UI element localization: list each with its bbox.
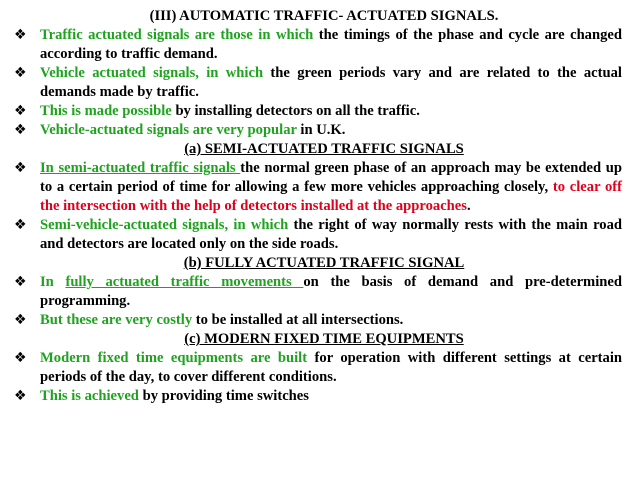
- green-underlined-text: fully actuated traffic movements: [65, 274, 304, 290]
- section-heading-modern-fixed-time: (c) MODERN FIXED TIME EQUIPMENTS: [184, 331, 464, 347]
- text: .: [466, 198, 471, 214]
- green-text: In: [40, 274, 66, 290]
- green-text: Traffic actuated signals are those in which: [40, 27, 314, 43]
- diamond-bullet-icon: ❖: [14, 312, 27, 328]
- text: timings of the phase and cycle are changed according to traffic demand.: [40, 27, 622, 62]
- text: ,: [544, 179, 553, 195]
- green-text: This is achieved: [40, 388, 139, 404]
- bullet-fully-actuated: [14, 273, 622, 311]
- text: for: [307, 350, 341, 366]
- diamond-bullet-icon: ❖: [14, 122, 27, 138]
- text: on the basis of demand and pre-determined programming.: [40, 274, 622, 309]
- green-text: Vehicle-actuated signals are very popular: [40, 122, 297, 138]
- bullet-semi-actuated: [14, 159, 622, 216]
- slide-title: (III) AUTOMATIC TRAFFIC- ACTUATED SIGNALS.: [149, 8, 499, 24]
- red-text: to clear off the intersection with the help of detectors installed at the approaches: [40, 179, 623, 214]
- diamond-bullet-icon: ❖: [14, 103, 27, 119]
- diamond-bullet-icon: ❖: [14, 160, 27, 176]
- bullet-time-switches: [14, 387, 622, 406]
- green-text: Modern fixed time equipments are built: [40, 350, 308, 366]
- text: the normal green phase of an approach may be extended up to a certain period of time for allowing a few more vehicles approaching closely: [40, 160, 623, 195]
- bullet-vehicle-actuated: [14, 64, 622, 102]
- text: by: [138, 388, 162, 404]
- diamond-bullet-icon: ❖: [14, 27, 27, 43]
- section-heading-semi-actuated: (a) SEMI-ACTUATED TRAFFIC SIGNALS: [184, 141, 464, 157]
- bullet-popular-uk: [14, 121, 622, 140]
- text: operation with different settings at certain periods of the day, to cover different conditions.: [40, 350, 623, 385]
- text: in U.K.: [296, 122, 346, 138]
- text: by installing detectors on all the traffic.: [171, 103, 420, 119]
- text: to: [192, 312, 212, 328]
- bullet-costly: [14, 311, 622, 330]
- bullet-semi-vehicle-actuated: [14, 216, 622, 254]
- green-text: Vehicle actuated signals, in which: [40, 65, 264, 81]
- text: the: [263, 65, 298, 81]
- diamond-bullet-icon: ❖: [14, 65, 27, 81]
- section-heading-fully-actuated: (b) FULLY ACTUATED TRAFFIC SIGNAL: [183, 255, 465, 271]
- diamond-bullet-icon: ❖: [14, 350, 27, 366]
- text: the right of way normally rests with the main road and detectors are located only on the side roads.: [40, 217, 623, 252]
- text: providing time switches: [161, 388, 309, 404]
- green-text: But these are very costly: [40, 312, 193, 328]
- text: green periods vary and are related to the actual demands made by traffic.: [40, 65, 622, 100]
- green-underlined-text: In semi-actuated traffic signals: [40, 160, 241, 176]
- bullet-modern-fixed-time: [14, 349, 622, 387]
- diamond-bullet-icon: ❖: [14, 388, 27, 404]
- text: be installed at all intersections.: [211, 312, 404, 328]
- bullet-traffic-actuated: [14, 26, 622, 64]
- bullet-made-possible: [14, 102, 622, 121]
- green-text: Semi-vehicle-actuated signals, in which: [40, 217, 289, 233]
- text: the: [313, 27, 344, 43]
- diamond-bullet-icon: ❖: [14, 274, 27, 290]
- green-text: This is made possible: [40, 103, 172, 119]
- diamond-bullet-icon: ❖: [14, 217, 27, 233]
